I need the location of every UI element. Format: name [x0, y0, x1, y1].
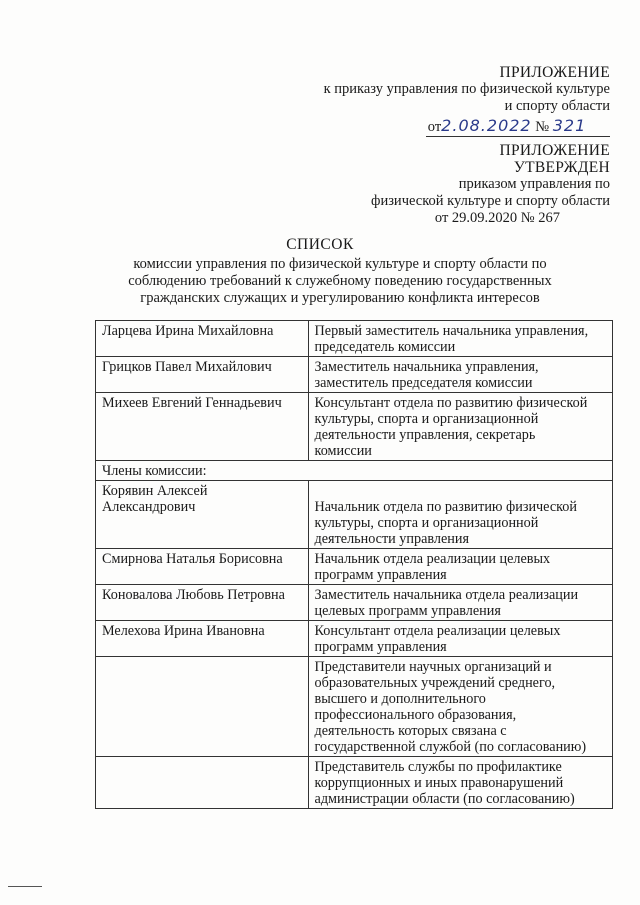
table-row [96, 657, 613, 757]
table-row [96, 321, 613, 357]
member-name-cell [96, 657, 309, 757]
member-name-cell [96, 549, 309, 585]
member-role-cell-line: администрации области (по согласованию) [314, 791, 575, 807]
member-role-cell-line: заместитель председателя комиссии [314, 375, 533, 391]
member-role-cell-line: Представитель службы по профилактике [314, 759, 562, 775]
member-name-cell-line [102, 659, 304, 675]
members-header-row [96, 461, 613, 481]
member-name-cell [96, 621, 309, 657]
subtitle-line-2: соблюдению требований к служебному поведению государственных [128, 273, 552, 289]
member-name-cell-line: Александрович [102, 499, 196, 515]
commission-table [95, 320, 613, 809]
table-row [96, 357, 613, 393]
member-name-cell [96, 481, 309, 549]
table-row [96, 481, 613, 549]
member-role-cell-line: Заместитель начальника управления, [314, 359, 539, 375]
member-role-cell-line: Начальник отдела реализации целевых [314, 551, 551, 567]
member-name-cell-line [102, 759, 304, 775]
order-date-field [426, 117, 610, 137]
member-role-cell-line: комиссии [314, 443, 372, 459]
approved-by-2: физической культуре и спорту области [371, 193, 610, 209]
member-role-cell-line: программ управления [314, 567, 447, 583]
table-row [96, 393, 613, 461]
member-role-cell-line: председатель комиссии [314, 339, 456, 355]
member-role-cell-line: Начальник отдела по развитию физической [314, 499, 577, 515]
commission-table-body [96, 321, 613, 809]
member-role-cell-line: коррупционных и иных правонарушений [314, 775, 564, 791]
member-name-cell [96, 757, 309, 809]
member-role-cell-line: программ управления [314, 639, 447, 655]
member-role-cell-line: целевых программ управления [314, 603, 501, 619]
member-role-cell-line: деятельности управления, секретарь [314, 427, 536, 443]
member-role-cell [308, 357, 612, 393]
member-role-cell [308, 657, 612, 757]
members-header: Члены комиссии: [96, 461, 613, 481]
approved-date: от 29.09.2020 № 267 [434, 210, 560, 226]
table-row [96, 621, 613, 657]
approval-header [371, 142, 610, 227]
member-role-cell-line [315, 483, 608, 499]
date-prefix: от [427, 119, 442, 135]
appendix-header [324, 64, 610, 137]
member-name-cell-line: Михеев Евгений Геннадьевич [102, 395, 282, 411]
order-line-1: к приказу управления по физической культуре [323, 81, 610, 97]
approved-label: УТВЕРЖДЕН [513, 159, 610, 176]
number-sign: № [535, 119, 550, 135]
list-subtitle [60, 256, 620, 307]
appendix-title: ПРИЛОЖЕНИЕ [499, 64, 610, 81]
member-role-cell-line: Консультант отдела по развитию физической [314, 395, 588, 411]
member-role-cell-line: Заместитель начальника отдела реализации [314, 587, 579, 603]
member-role-cell-line: образовательных учреждений среднего, [314, 675, 556, 691]
member-role-cell [308, 481, 612, 549]
member-name-cell-line: Коновалова Любовь Петровна [102, 587, 285, 603]
subtitle-line-1: комиссии управления по физической культуре и спорту области по [133, 256, 547, 272]
member-role-cell [308, 393, 612, 461]
table-row [96, 585, 613, 621]
member-role-cell-line: деятельности управления [314, 531, 469, 547]
member-name-cell [96, 585, 309, 621]
member-role-cell-line: деятельность которых связана с [314, 723, 507, 739]
page-corner-mark [8, 886, 42, 887]
member-name-cell-line: Мелехова Ирина Ивановна [102, 623, 265, 639]
member-name-cell-line: Грицков Павел Михайлович [102, 359, 272, 375]
member-name-cell-line: Смирнова Наталья Борисовна [102, 551, 283, 567]
member-role-cell-line: Первый заместитель начальника управления, [314, 323, 589, 339]
subtitle-line-3: гражданских служащих и урегулированию конфликта интересов [140, 290, 540, 306]
member-role-cell [308, 321, 612, 357]
table-row [96, 549, 613, 585]
member-role-cell-line: культуры, спорта и организационной [314, 411, 539, 427]
member-role-cell-line: государственной службой (по согласованию) [314, 739, 587, 755]
member-name-cell [96, 321, 309, 357]
member-role-cell-line: профессионального образования, [314, 707, 517, 723]
member-name-cell-line: Ларцева Ирина Михайловна [102, 323, 274, 339]
list-title: СПИСОК [286, 236, 354, 253]
member-role-cell-line: высшего и дополнительного [314, 691, 486, 707]
approved-by-1: приказом управления по [458, 176, 610, 192]
member-role-cell [308, 585, 612, 621]
handwritten-date: 2.08.2022 [441, 116, 532, 135]
table-row [96, 757, 613, 809]
order-line-2: и спорту области [504, 98, 610, 114]
member-role-cell-line: культуры, спорта и организационной [314, 515, 539, 531]
member-role-cell [308, 549, 612, 585]
appendix-title-2: ПРИЛОЖЕНИЕ [499, 142, 610, 159]
member-role-cell-line: Представители научных организаций и [314, 659, 552, 675]
member-name-cell-line: Корявин Алексей [102, 483, 208, 499]
member-name-cell [96, 393, 309, 461]
member-role-cell [308, 757, 612, 809]
member-role-cell-line: Консультант отдела реализации целевых [314, 623, 561, 639]
member-name-cell [96, 357, 309, 393]
handwritten-number: 321 [552, 116, 587, 135]
member-role-cell [308, 621, 612, 657]
order-date-number [324, 117, 610, 137]
